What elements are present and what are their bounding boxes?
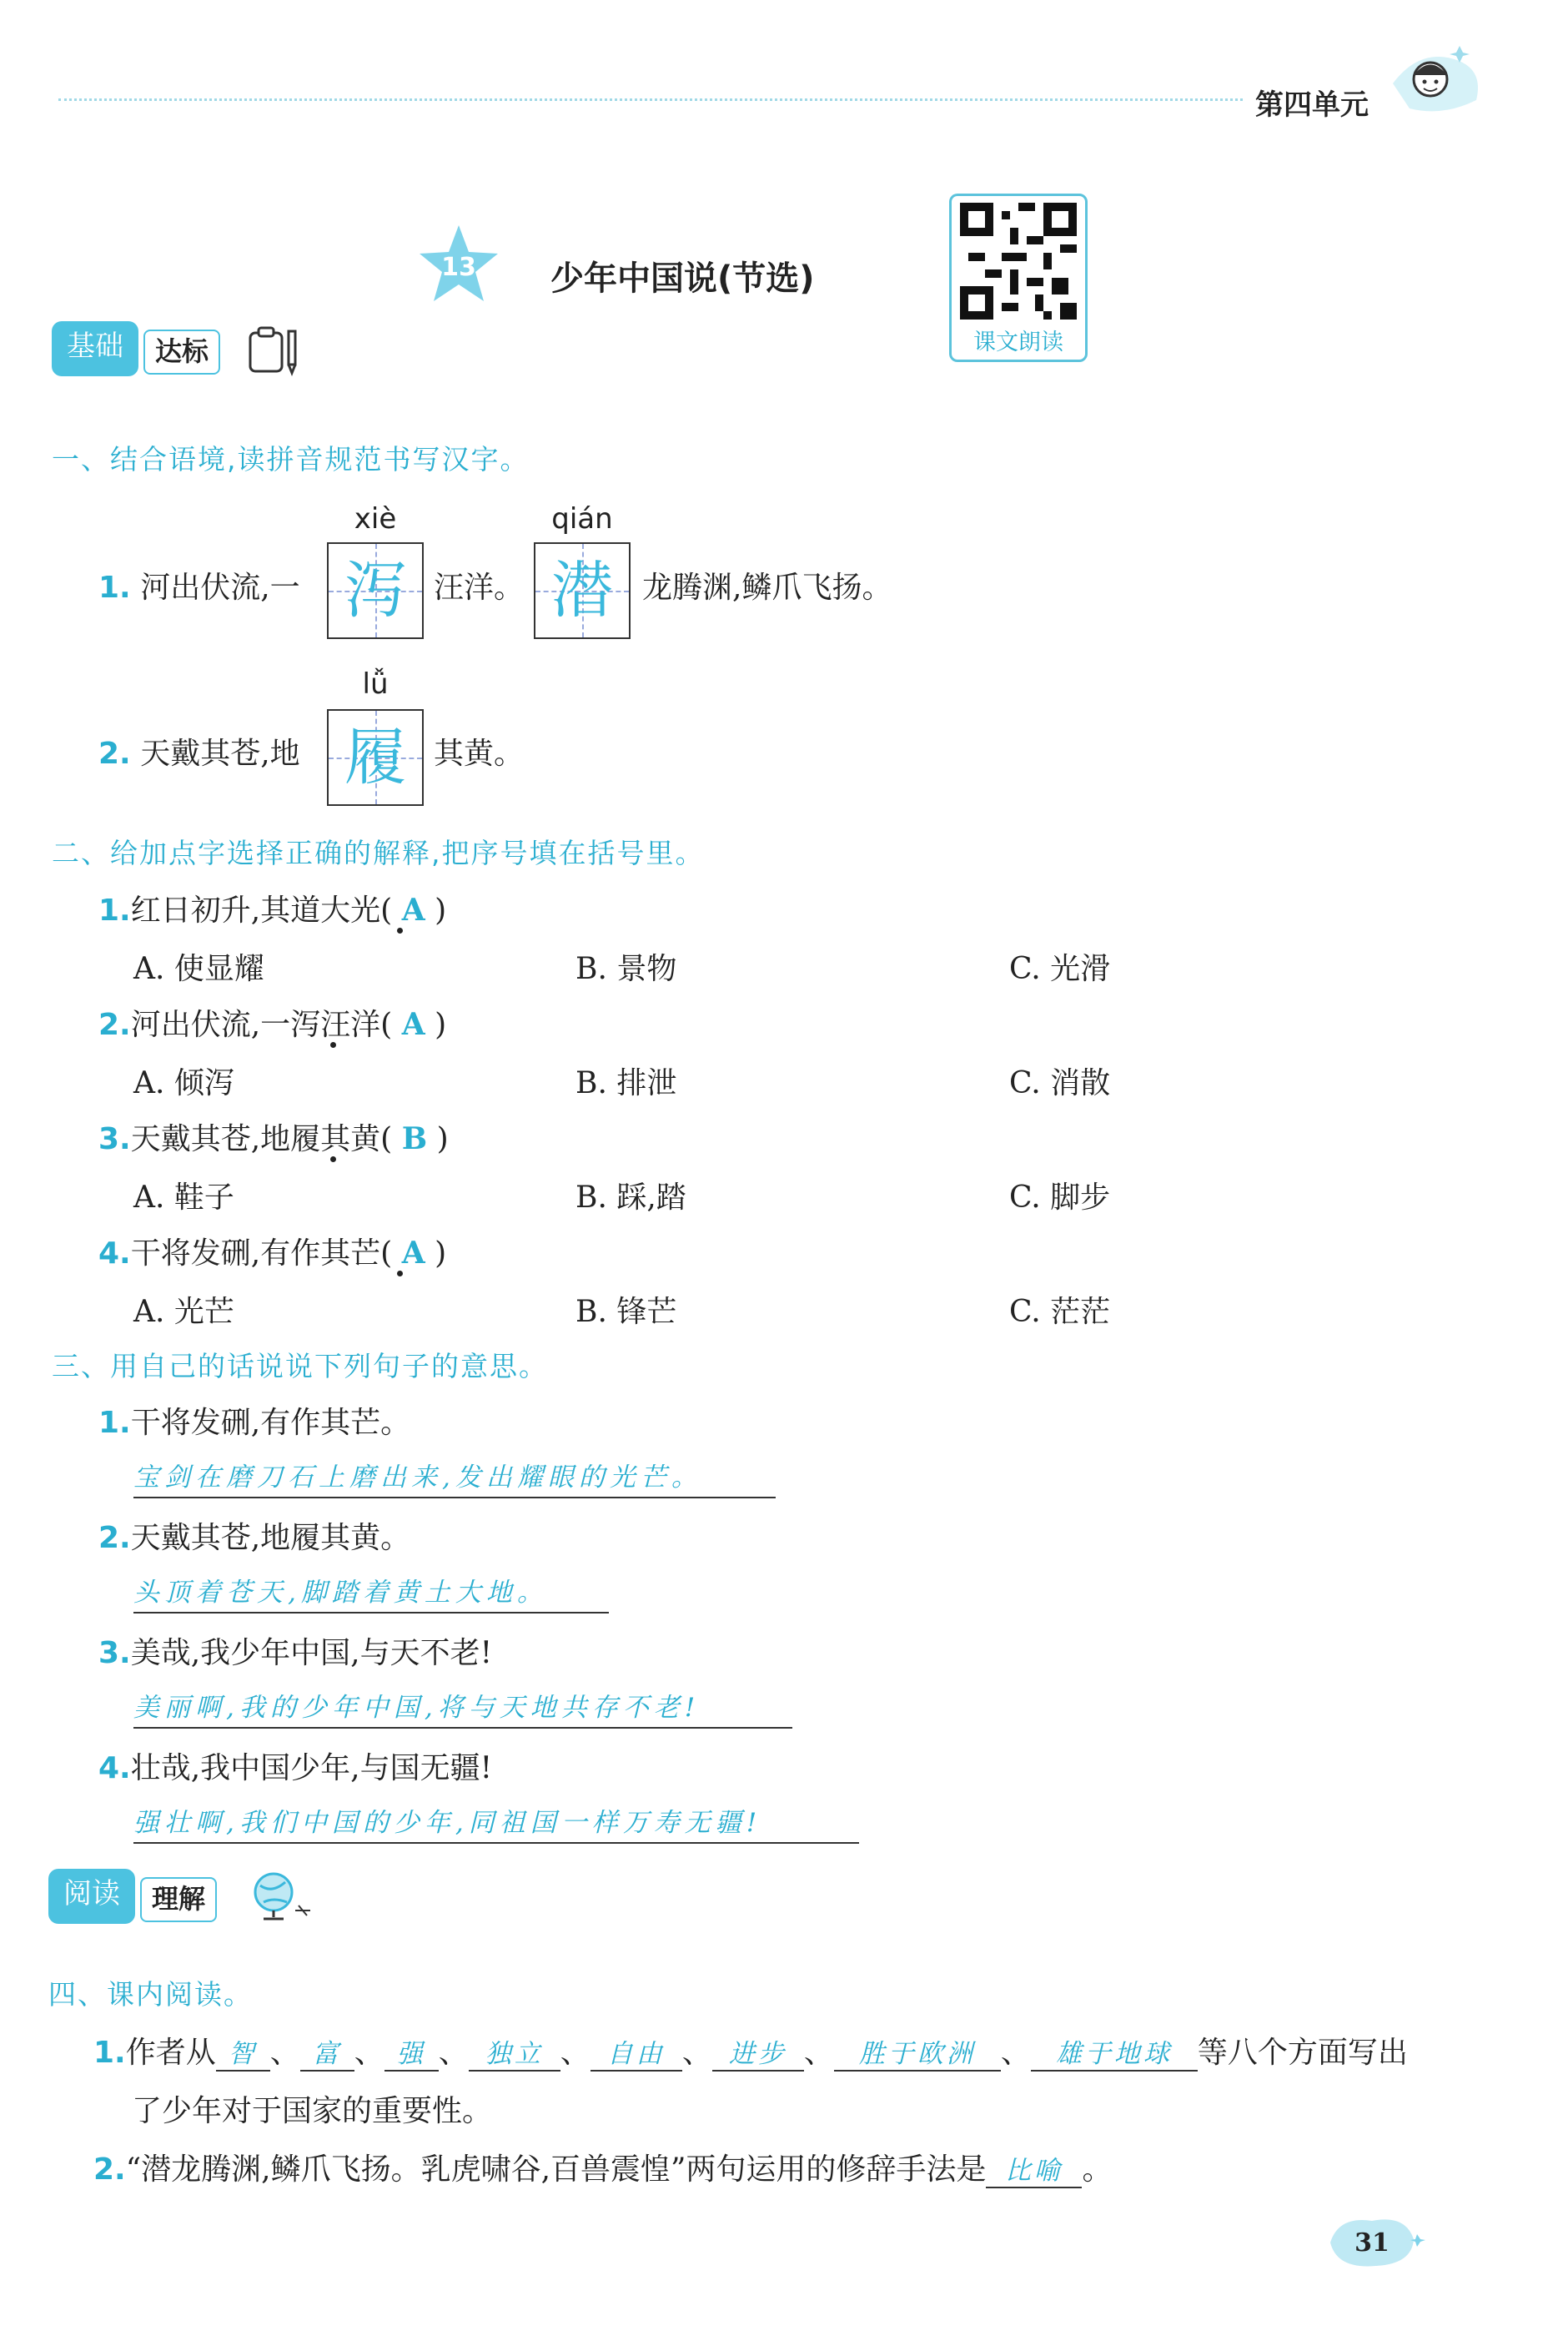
lesson-number: 13	[441, 253, 476, 282]
section-tag-reading	[48, 1869, 332, 1924]
s1-q1-box2[interactable]	[534, 542, 631, 639]
s4-q1-blank8[interactable]: 雄于地球	[1031, 2032, 1198, 2072]
tag-reading-b: 理解	[140, 1877, 217, 1922]
page-number: 31	[1354, 2228, 1390, 2258]
s4-q2-answer[interactable]: 比喻	[986, 2149, 1082, 2188]
s2-item2-opt-c: C. 消散	[1009, 1066, 1111, 1100]
s4-q2: 2.“潜龙腾渊,鳞爪飞扬。乳虎啸谷,百兽震惶”两句运用的修辞手法是 比喻 。	[93, 2146, 1112, 2188]
s1-q1-p1: 河出伏流,一	[140, 571, 300, 605]
s3-item4-text: 4.壮哉,我中国少年,与国无疆!	[98, 1751, 493, 1785]
s1-q1-p2: 汪洋。	[434, 571, 525, 605]
s1-q2-pinyin1: lǚ	[362, 667, 389, 701]
s1-q1-box1[interactable]	[327, 542, 424, 639]
s1-q2-prefix	[98, 730, 300, 773]
s4-q1-line2: 了少年对于国家的重要性。	[132, 2094, 493, 2128]
s1-q1-prefix	[98, 564, 300, 607]
tag-basic-b: 达标	[143, 330, 220, 375]
page-number-badge	[1314, 2209, 1439, 2276]
s3-item1-text: 1.干将发硎,有作其芒。	[98, 1406, 411, 1440]
qr-code[interactable]	[949, 194, 1088, 362]
s2-item1-opt-c: C. 光滑	[1009, 952, 1111, 986]
s1-q1-char2: 潜	[551, 555, 613, 627]
s2-item3-opt-c: C. 脚步	[1009, 1181, 1111, 1215]
s2-item4-opt-b: B. 锋芒	[575, 1295, 677, 1329]
section1-heading: 一、结合语境,读拼音规范书写汉字。	[52, 443, 530, 476]
s2-item2: 2.河出伏流,一泻汪洋( A )	[98, 1007, 447, 1042]
s1-q2-p1: 天戴其苍,地	[140, 737, 300, 771]
s4-q1-blank2[interactable]: 富	[300, 2032, 354, 2072]
emphasis-dot	[330, 1156, 336, 1162]
s2-item4-opt-c: C. 茫茫	[1009, 1295, 1111, 1329]
s4-q1-blank4[interactable]: 独立	[469, 2032, 560, 2072]
lesson-number-star	[417, 224, 500, 304]
s1-q2-p2: 其黄。	[434, 737, 525, 771]
s2-item4-opt-a: A. 光芒	[133, 1295, 234, 1329]
qr-pattern-icon	[960, 203, 1077, 320]
header-dotted-line	[58, 98, 1243, 101]
s1-q1-num: 1.	[98, 571, 131, 605]
unit-label: 第四单元	[1255, 88, 1369, 122]
emphasis-dot	[397, 1271, 403, 1276]
s2-item3-opt-b: B. 踩,踏	[575, 1181, 686, 1215]
tag-reading-a: 阅读	[48, 1869, 135, 1924]
s3-item1-answer[interactable]: 宝剑在磨刀石上磨出来,发出耀眼的光芒。	[133, 1456, 776, 1498]
s2-item4: 4.干将发硎,有作其芒( A )	[98, 1236, 447, 1271]
s2-item2-opt-b: B. 排泄	[575, 1066, 677, 1100]
s1-q2-num: 2.	[98, 737, 131, 771]
s1-q1-char1: 泻	[344, 555, 406, 627]
s1-q2-char1: 履	[344, 722, 406, 793]
s2-item1-opt-b: B. 景物	[575, 952, 677, 986]
s4-q1-blank1[interactable]: 智	[216, 2032, 270, 2072]
s1-q1-pinyin2: qián	[551, 502, 613, 536]
s4-q1-blank6[interactable]: 进步	[712, 2032, 804, 2072]
s3-item2-text: 2.天戴其苍,地履其黄。	[98, 1521, 411, 1555]
s1-q2-box1[interactable]	[327, 709, 424, 806]
s2-item2-answer: A	[401, 1007, 425, 1042]
s4-q1-blank7[interactable]: 胜于欧洲	[834, 2032, 1001, 2072]
s4-q1-blank3[interactable]: 强	[384, 2032, 439, 2072]
s2-item3: 3.天戴其苍,地履其黄( B )	[98, 1121, 449, 1156]
globe-icon	[249, 1869, 315, 1924]
s2-item4-answer: A	[401, 1236, 425, 1271]
emphasis-dot	[397, 928, 403, 934]
s2-item2-opt-a: A. 倾泻	[133, 1066, 234, 1100]
s2-item3-opt-a: A. 鞋子	[133, 1181, 234, 1215]
section3-heading: 三、用自己的话说说下列句子的意思。	[52, 1350, 548, 1382]
s3-item3-answer[interactable]: 美丽啊,我的少年中国,将与天地共存不老!	[133, 1686, 792, 1729]
lesson-title: 少年中国说(节选)	[550, 259, 815, 298]
s1-q1-pinyin1: xiè	[354, 502, 397, 536]
s2-item1-answer: A	[401, 893, 425, 928]
section4-heading: 四、课内阅读。	[48, 1978, 253, 2011]
tag-basic-a: 基础	[52, 321, 138, 376]
s2-item1: 1.红日初升,其道大光( A )	[98, 893, 447, 928]
section-tag-basic	[52, 321, 310, 376]
section2-heading: 二、给加点字选择正确的解释,把序号填在括号里。	[52, 837, 705, 869]
s1-q1-p3: 龙腾渊,鳞爪飞扬。	[642, 571, 892, 605]
s3-item3-text: 3.美哉,我少年中国,与天不老!	[98, 1636, 493, 1670]
s4-q1-line1: 1.作者从 智 、 富 、 强 、 独立 、 自由 、 进步 、 胜于欧洲 、 雄于地球 等八个方面写出	[93, 2029, 1408, 2072]
s3-item4-answer[interactable]: 强壮啊,我们中国的少年,同祖国一样万寿无疆!	[133, 1801, 859, 1844]
clipboard-pencil-icon	[245, 323, 304, 378]
s4-q1-blank5[interactable]: 自由	[591, 2032, 682, 2072]
s2-item1-opt-a: A. 使显耀	[133, 952, 264, 986]
cartoon-kid-icon	[1385, 33, 1493, 125]
s2-item3-answer: B	[401, 1121, 428, 1156]
qr-label: 课文朗读	[973, 330, 1063, 355]
s3-item2-answer[interactable]: 头顶着苍天,脚踏着黄土大地。	[133, 1571, 609, 1614]
emphasis-dot	[330, 1042, 336, 1048]
